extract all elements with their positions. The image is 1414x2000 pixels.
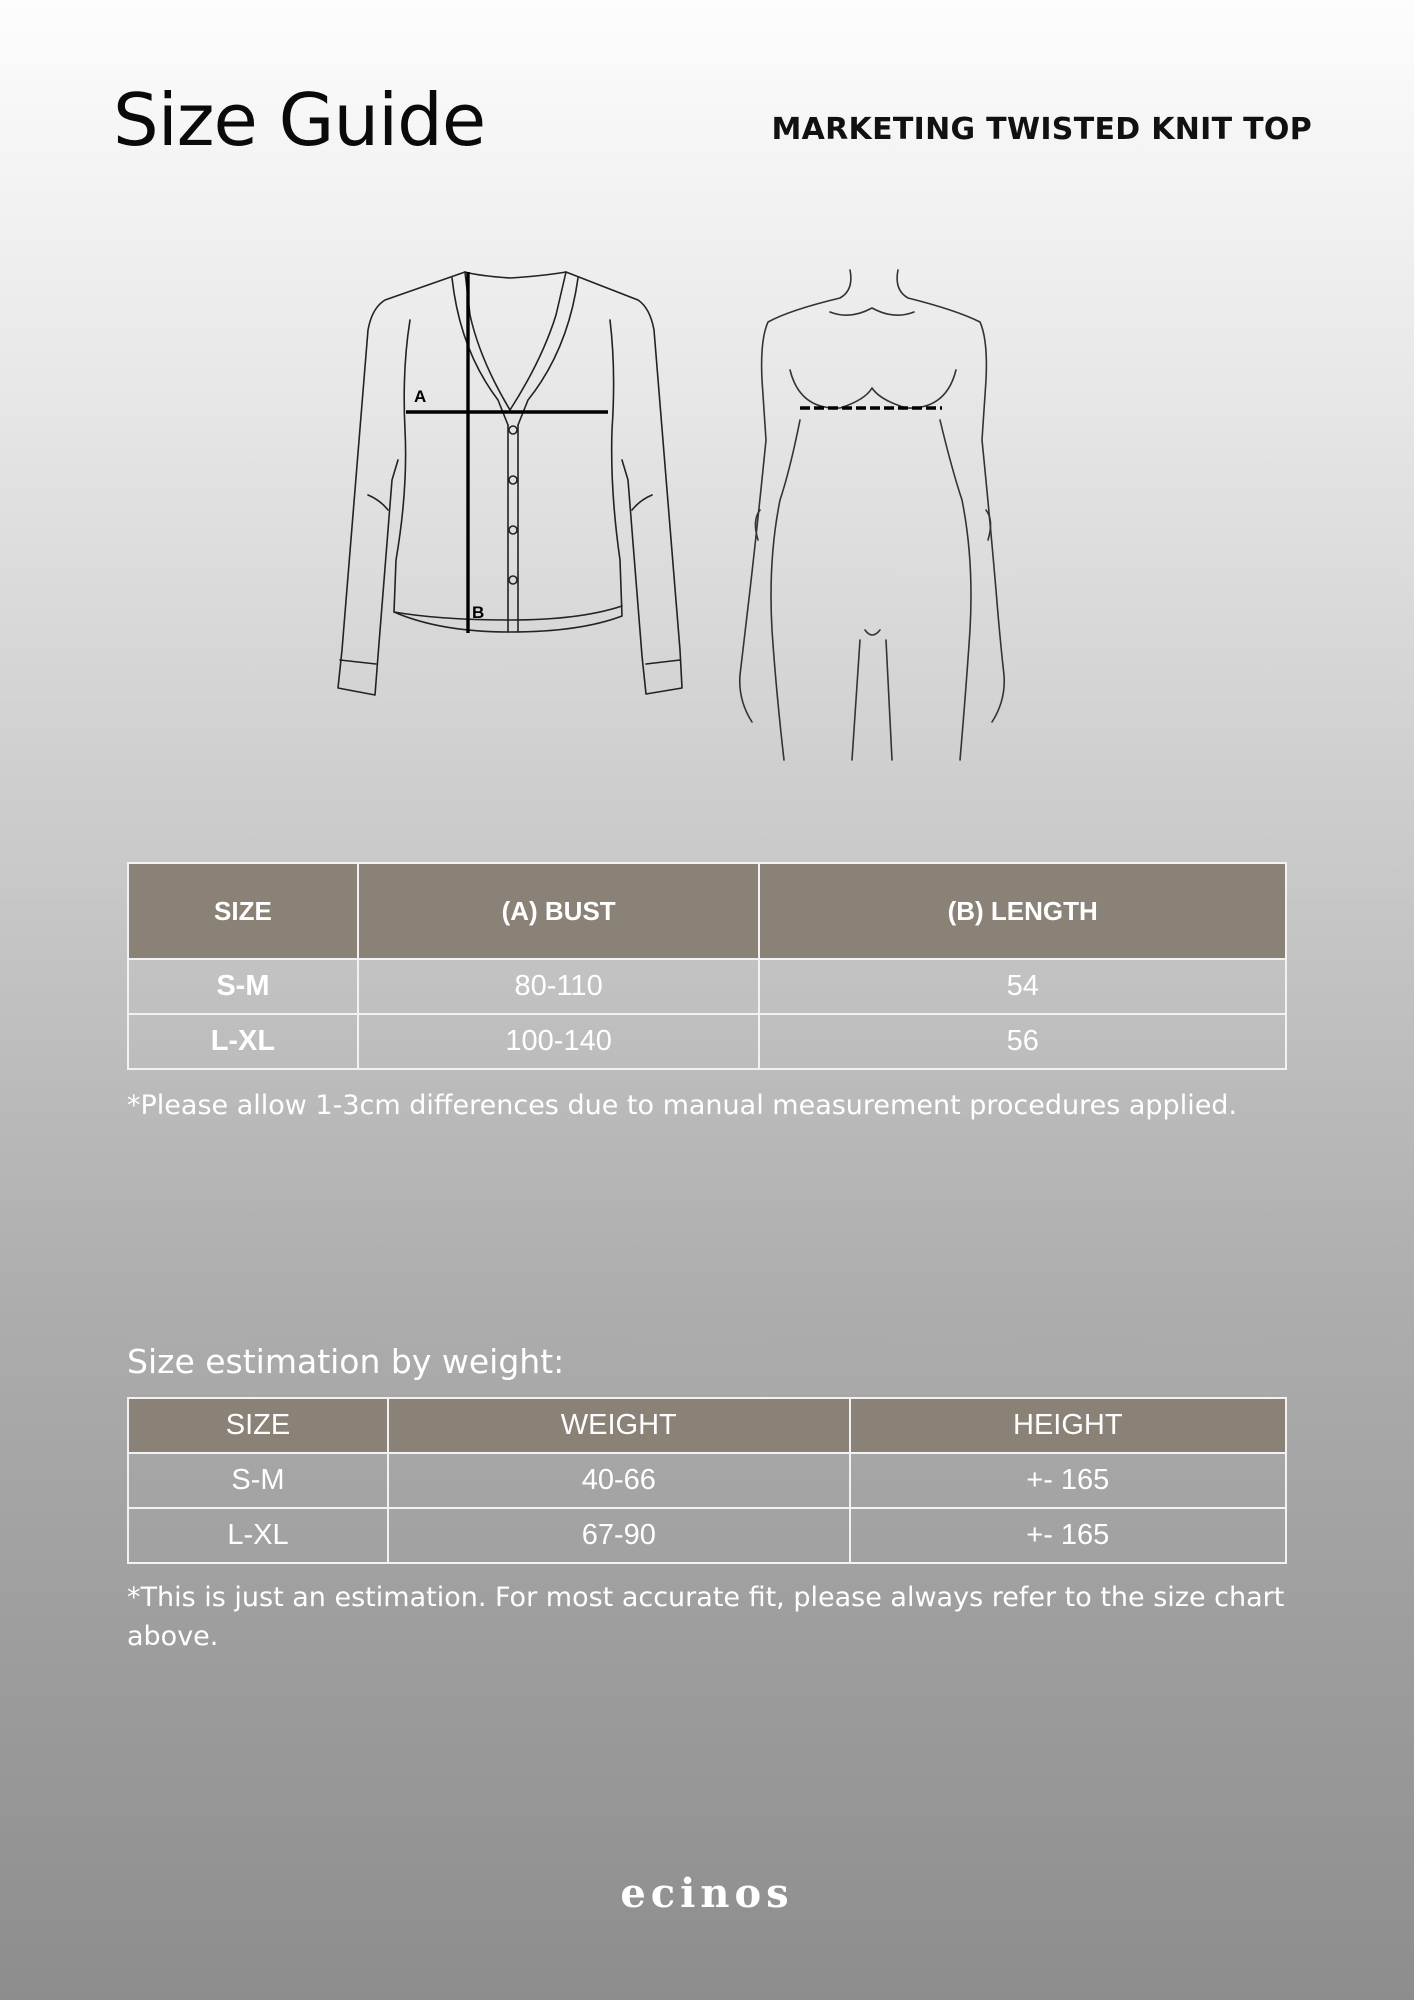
table-header-row	[128, 1398, 1286, 1453]
table-cell: 80-110	[358, 959, 760, 1014]
weight-chart-table	[127, 1397, 1287, 1564]
table-row	[128, 1453, 1286, 1508]
column-header: (B) LENGTH	[759, 863, 1286, 959]
product-name: MARKETING TWISTED KNIT TOP	[771, 112, 1312, 147]
table-header-row	[128, 863, 1286, 959]
brand-logo: ecinos	[620, 1870, 794, 1917]
table-cell: L-XL	[128, 1014, 358, 1069]
table-cell: 67-90	[388, 1508, 850, 1563]
table-row	[128, 959, 1286, 1014]
column-header: SIZE	[128, 863, 358, 959]
column-header: (A) BUST	[358, 863, 760, 959]
measurement-diagram	[320, 260, 1020, 790]
garment-illustration	[320, 260, 1020, 790]
table-cell: 54	[759, 959, 1286, 1014]
weight-section-heading: Size estimation by weight:	[127, 1342, 565, 1381]
cardigan-drawing	[338, 272, 682, 695]
table-row	[128, 1508, 1286, 1563]
column-header: WEIGHT	[388, 1398, 850, 1453]
table-row	[128, 1014, 1286, 1069]
size-chart-table	[127, 862, 1287, 1070]
table-cell: L-XL	[128, 1508, 388, 1563]
estimation-note: *This is just an estimation. For most accurate fit, please always refer to the size chart above.	[127, 1582, 1285, 1652]
table-cell: S-M	[128, 1453, 388, 1508]
measurement-note: *Please allow 1-3cm differences due to manual measurement procedures applied.	[127, 1090, 1238, 1121]
label-a: A	[414, 387, 427, 406]
measure-lines	[406, 272, 608, 633]
table-cell: 40-66	[388, 1453, 850, 1508]
table-cell: +- 165	[850, 1508, 1286, 1563]
table-cell: 100-140	[358, 1014, 760, 1069]
column-header: SIZE	[128, 1398, 388, 1453]
table-cell: +- 165	[850, 1453, 1286, 1508]
page-title: Size Guide	[113, 78, 486, 162]
body-figure-drawing	[740, 270, 1005, 760]
label-b: B	[472, 603, 485, 622]
table-cell: S-M	[128, 959, 358, 1014]
column-header: HEIGHT	[850, 1398, 1286, 1453]
table-cell: 56	[759, 1014, 1286, 1069]
